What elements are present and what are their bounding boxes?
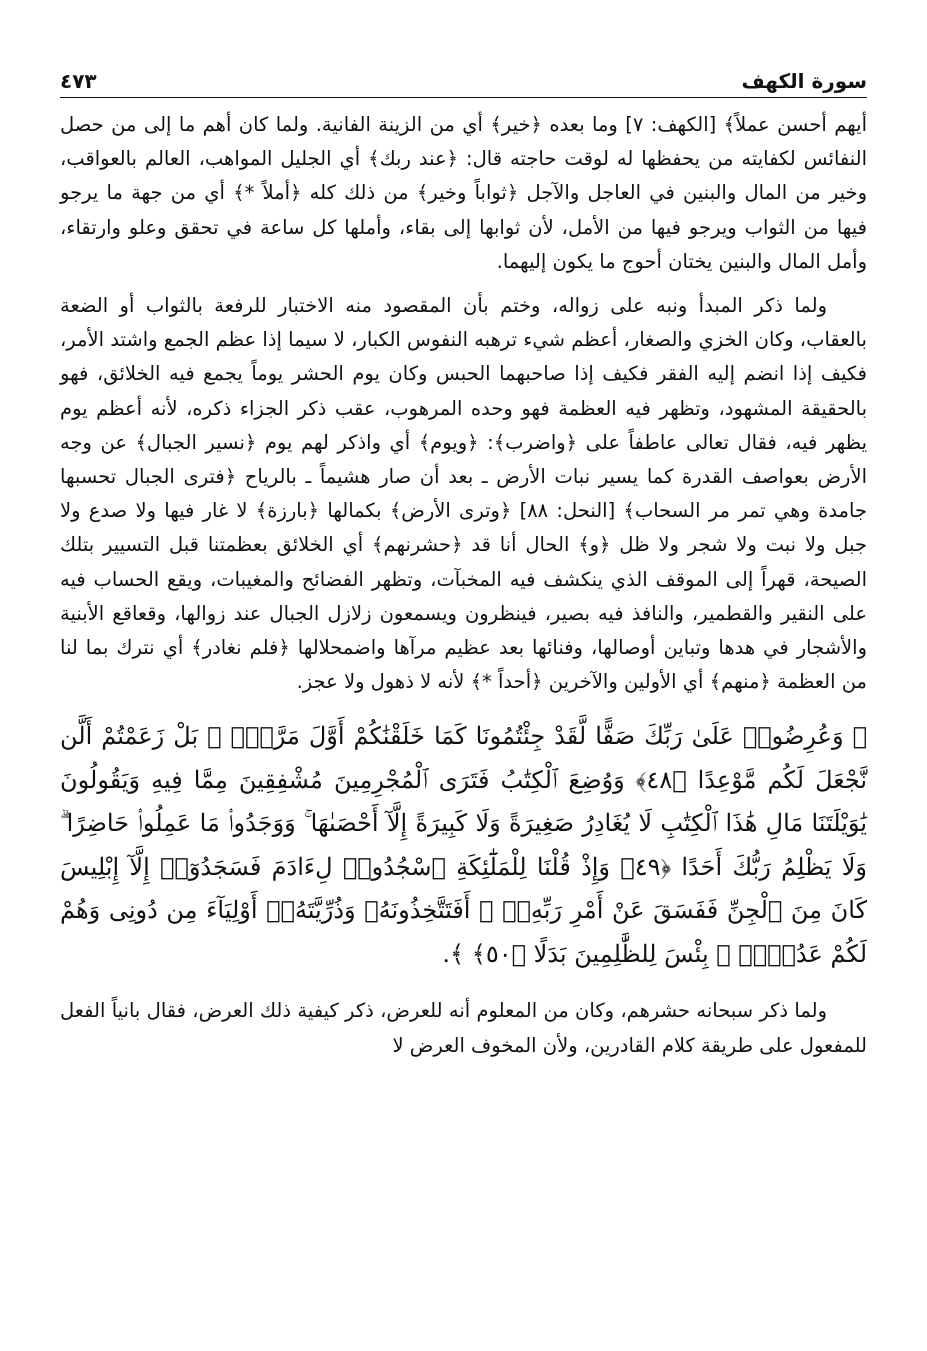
commentary-paragraph-3: ولما ذكر سبحانه حشرهم، وكان من المعلوم أنه للعرض، ذكر كيفية ذلك العرض، فقال بانياً الفعل للمفعول على طريقة كلام القادرين، ولأن المخوف العرض لا: [60, 999, 867, 1057]
surah-title: سورة الكهف: [741, 69, 867, 93]
quran-verses-48-50: ﴿ وَعُرِضُوا۟ عَلَىٰ رَبِّكَ صَفًّا لَّقَدْ جِئْتُمُونَا كَمَا خَلَقْنَٰكُمْ أَوَّلَ مَرَّةٍۭ ۚ بَلْ زَعَمْتُمْ أَلَّن نَّجْعَلَ لَكُم مَّوْعِدًا ﴿٤٨﴾ وَوُضِعَ ٱلْكِتَٰبُ فَتَرَى ٱلْمُجْرِمِينَ مُشْفِقِينَ مِمَّا فِيهِ وَيَقُولُونَ يَٰوَيْلَتَنَا مَالِ هَٰذَا ٱلْكِتَٰبِ لَا يُغَادِرُ صَغِيرَةً وَلَا كَبِيرَةً إِلَّآ أَحْصَىٰهَا ۚ وَوَجَدُوا۟ مَا عَمِلُوا۟ حَاضِرًا ۗ وَلَا يَظْلِمُ رَبُّكَ أَحَدًا ﴿٤٩﴾ وَإِذْ قُلْنَا لِلْمَلَٰٓئِكَةِ ٱسْجُدُوا۟ لِءَادَمَ فَسَجَدُوٓا۟ إِلَّآ إِبْلِيسَ كَانَ مِنَ ٱلْجِنِّ فَفَسَقَ عَنْ أَمْرِ رَبِّهِۦٓ ۗ أَفَتَتَّخِذُونَهُۥ وَذُرِّيَّتَهُۥٓ أَوْلِيَآءَ مِن دُونِى وَهُمْ لَكُمْ عَدُوٌّۢ ۚ بِئْسَ لِلظَّٰلِمِينَ بَدَلًا ﴿٥٠﴾ ﴾.: [60, 722, 867, 968]
page-number: ٤٧٣: [60, 69, 97, 93]
page-body: [60, 108, 867, 1063]
commentary-paragraph-1: أيهم أحسن عملاً﴾ [الكهف: ٧] وما بعده ﴿خير﴾ أي من الزينة الفانية. ولما كان أهم ما إلى من حصل النفائس لكفايته من يحفظها له لوقت حاجته قال: ﴿عند ربك﴾ أي الجليل المواهب، العالم بالعواقب، وخير من المال والبنين في العاجل والآجل ﴿ثواباً وخير﴾ من ذلك كله ﴿أملاً *﴾ أي من جهة ما يرجو فيها من الثواب ويرجو فيها من الأمل، لأن ثوابها إلى بقاء، وأملها كل ساعة في تحقق وعلو وارتقاء، وأمل المال والبنين يختان أحوج ما يكون إليهما.: [60, 113, 868, 273]
commentary-paragraph-2: ولما ذكر المبدأ ونبه على زواله، وختم بأن المقصود منه الاختبار للرفعة بالثواب أو الضعة بالعقاب، وكان الخزي والصغار، أعظم شيء ترهبه النفوس الكبار، لا سيما إذا عظم الجمع واشتد الأمر، فكيف إذا انضم إليه الفقر فكيف إذا صاحبهما الحبس وكان يوم الحشر يوماً يجمع فيه الخلائق، فهو بالحقيقة المشهود، وتظهر فيه العظمة فهو وحده المرهوب، عقب ذكر الجزاء ذكره، لأنه أعظم يوم يظهر فيه، فقال تعالى عاطفاً على ﴿واضرب﴾: ﴿ويوم﴾ أي واذكر لهم يوم ﴿نسير الجبال﴾ عن وجه الأرض بعواصف القدرة كما يسير نبات الأرض ـ بعد أن صار هشيماً ـ بالرياح ﴿فترى الجبال تحسبها جامدة وهي تمر مر السحاب﴾ [النحل: ٨٨] ﴿وترى الأرض﴾ بكمالها ﴿بارزة﴾ لا غار فيها ولا صدع ولا جبل ولا نبت ولا شجر ولا ظل ﴿و﴾ الحال أنا قد ﴿حشرنهم﴾ أي الخلائق بعظمتنا قبل التسيير بتلك الصيحة، قهراً إلى الموقف الذي ينكشف فيه المخبآت، وتظهر الفضائح والمغيبات، ويقع الحساب فيه على النقير والقطمير، والنافذ فيه بصير، فينظرون ويسمعون زلازل الجبال عند زوالها، وقعاقع الأبنية والأشجار في هدها وتباين أوصالها، وفنائها بعد عظيم مرآها واضمحلالها ﴿فلم نغادر﴾ أي نترك بما لنا من العظمة ﴿منهم﴾ أي الأولين والآخرين ﴿أحداً *﴾ لأنه لا ذهول ولا عجز.: [60, 294, 867, 694]
page-header: [60, 58, 867, 98]
